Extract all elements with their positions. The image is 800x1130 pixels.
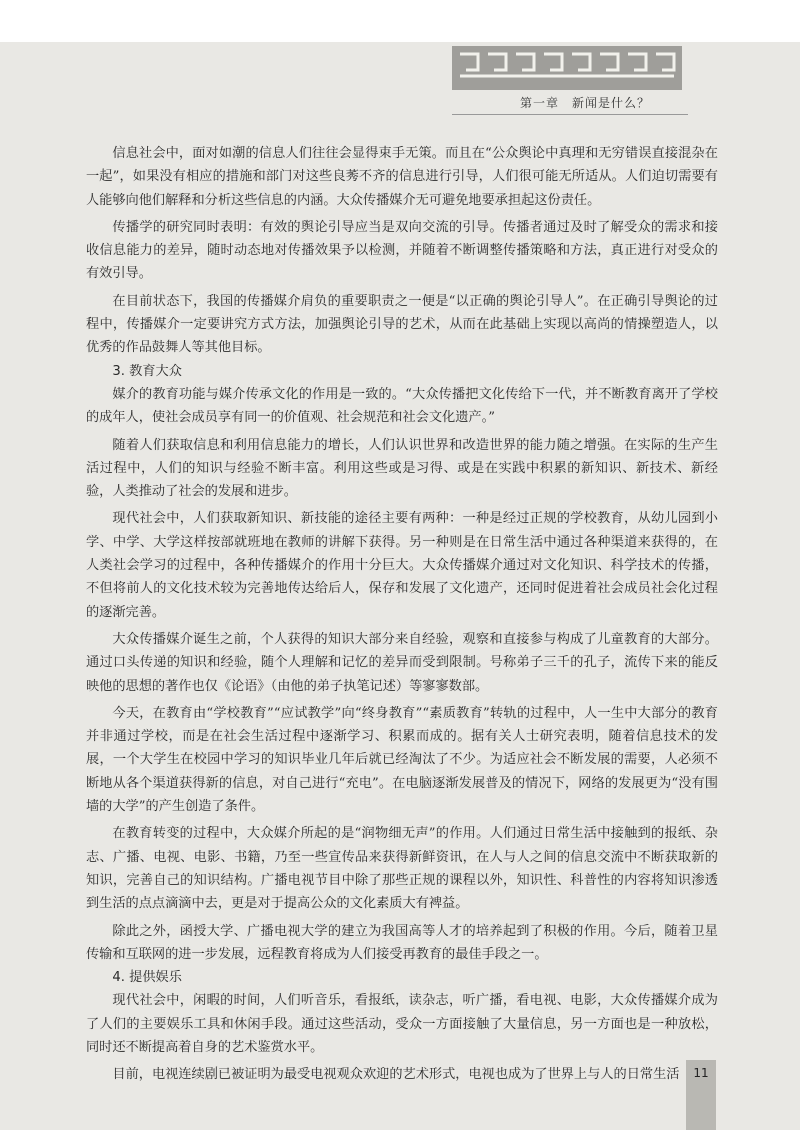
header-rule [452,114,688,115]
chapter-header: 第一章 新闻是什么？ [520,96,651,110]
header-ornament [452,46,682,90]
paragraph: 在教育转变的过程中，大众媒介所起的是“润物细无声”的作用。人们通过日常生活中接触到的报纸、杂志、广播、电视、电影、书籍，乃至一些宣传品来获得新鲜资讯，在人与人之间的信息交流中不断获取新的知识，完善自己的知识结构。广播电视节目中除了那些正规的课程以外，知识性、科普性的内容将知识渗透到生活的点点滴滴中去，更是对于提高公众的文化素质大有裨益。 [86,826,718,912]
paragraph: 媒介的教育功能与媒介传承文化的作用是一致的。“大众传播把文化传给下一代，并不断教育离开了学校的成年人，使社会成员享有同一的价值观、社会规范和社会文化遗产。” [86,386,718,426]
paragraph: 除此之外，函授大学、广播电视大学的建立为我国高等人才的培养起到了积极的作用。今后，随着卫星传输和互联网的进一步发展，远程教育将成为人们接受再教育的最佳手段之一。 [86,923,718,962]
page-number: 11 [693,1066,709,1080]
paragraph: 信息社会中，面对如潮的信息人们往往会显得束手无策。而且在“公众舆论中真理和无穷错误直接混杂在一起”，如果没有相应的措施和部门对这些良莠不齐的信息进行引导，人们很可能无所适从。人们迫切需要有人能够向他们解释和分析这些信息的内涵。大众传播媒介无可避免地要承担起这份责任。 [86,146,718,208]
paragraph: 现代社会中，闲暇的时间，人们听音乐，看报纸，读杂志，听广播，看电视、电影，大众传播媒介成为了人们的主要娱乐工具和休闲手段。通过这些活动，受众一方面接触了大量信息，另一方面也是一种放松，同时还不断提高着自身的艺术鉴赏水平。 [86,993,718,1055]
paragraph: 今天，在教育由“学校教育”“应试教学”向“终身教育”“素质教育”转轨的过程中，人一生中大部分的教育并非通过学校，而是在社会生活过程中逐渐学习、积累而成的。据有关人士研究表明，随着信息技术的发展，一个大学生在校园中学习的知识毕业几年后就已经淘汰了不少。为适应社会不断发展的需要，人必须不断地从各个渠道获得新的信息，对自己进行“充电”。在电脑逐渐发展普及的情况下，网络的发展更为“没有围墙的大学”的产生创造了条件。 [86,705,718,815]
section-heading: 3. 教育大众 [112,363,182,379]
page-number-tab [686,1060,716,1130]
paragraph: 现代社会中，人们获取新知识、新技能的途径主要有两种：一种是经过正规的学校教育，从幼儿园到小学、中学、大学这样按部就班地在教师的讲解下获得。另一种则是在日常生活中通过各种渠道来获得的，在人类社会学习的过程中，各种传播媒介的作用十分巨大。大众传播媒介通过对文化知识、科学技术的传播，不但将前人的文化技术较为完善地传达给后人，保存和发展了文化遗产，还同时促进着社会成员社会化过程的逐渐完善。 [86,511,718,620]
paragraph: 传播学的研究同时表明：有效的舆论引导应当是双向交流的引导。传播者通过及时了解受众的需求和接收信息能力的差异，随时动态地对传播效果予以检测，并随着不断调整传播策略和方法，真正进行对受众的有效引导。 [86,219,718,282]
body-text [86,142,718,1087]
section-heading: 4. 提供娱乐 [112,970,182,986]
paragraph: 随着人们获取信息和利用信息能力的增长，人们认识世界和改造世界的能力随之增强。在实际的生产生活过程中，人们的知识与经验不断丰富。利用这些或是习得、或是在实践中积累的新知识、新技术、新经验，人类推动了社会的发展和进步。 [86,437,718,500]
paragraph: 在目前状态下，我国的传播媒介肩负的重要职责之一便是“以正确的舆论引导人”。在正确引导舆论的过程中，传播媒介一定要讲究方式方法，加强舆论引导的艺术，从而在此基础上实现以高尚的情操塑造人，以优秀的作品鼓舞人等其他目标。 [86,293,718,356]
paragraph: 目前，电视连续剧已被证明为最受电视观众欢迎的艺术形式，电视也成为了世界上与人的日常生活 [112,1067,680,1083]
book-page [0,42,800,1130]
paragraph: 大众传播媒介诞生之前，个人获得的知识大部分来自经验，观察和直接参与构成了儿童教育的大部分。通过口头传递的知识和经验，随个人理解和记忆的差异而受到限制。号称弟子三千的孔子，流传下来的能反映他的思想的著作也仅《论语》（由他的弟子执笔记述）等寥寥数部。 [86,631,718,694]
